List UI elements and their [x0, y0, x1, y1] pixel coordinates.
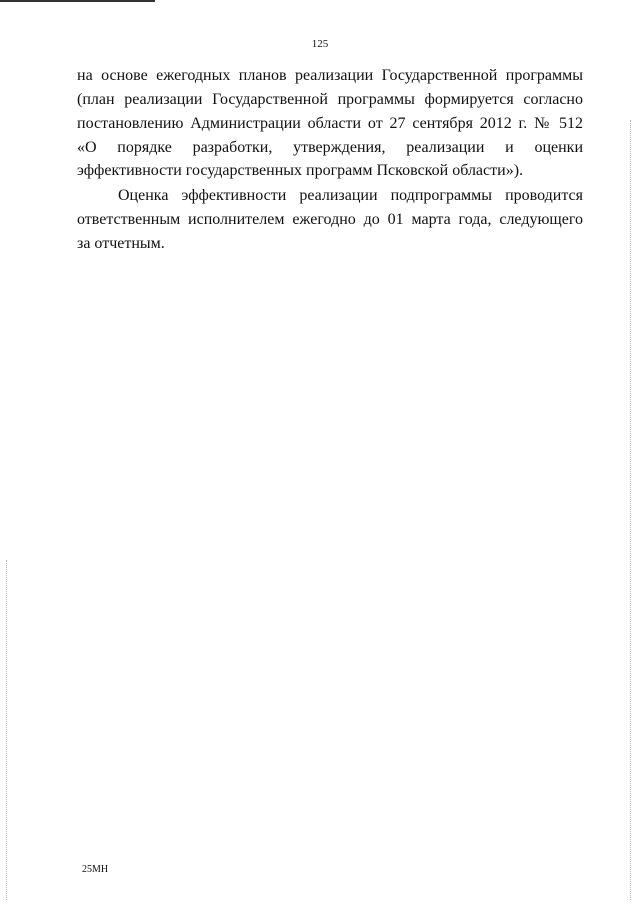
- footer-code: 25МН: [82, 864, 109, 875]
- text-line: ответственным исполнителем ежегодно до 01 марта года, следующего: [77, 211, 583, 228]
- text-line: (план реализации Государственной программы формируется согласно: [77, 91, 583, 108]
- scan-edge-left: [6, 560, 8, 900]
- text-line: на основе ежегодных планов реализации Государственной программы: [77, 67, 583, 84]
- text-line: за отчетным.: [77, 235, 165, 252]
- scan-edge-right: [630, 120, 632, 900]
- text-line: постановлению Администрации области от 27 сентября 2012 г. № 512: [77, 115, 583, 132]
- text-line: Оценка эффективности реализации подпрограммы проводится: [118, 187, 583, 204]
- page-number: 125: [311, 38, 329, 50]
- text-line: «О порядке разработки, утверждения, реализации и оценки: [77, 139, 583, 156]
- text-line: эффективности государственных программ Псковской области»).: [77, 162, 524, 179]
- scan-edge-mark: [0, 0, 155, 2]
